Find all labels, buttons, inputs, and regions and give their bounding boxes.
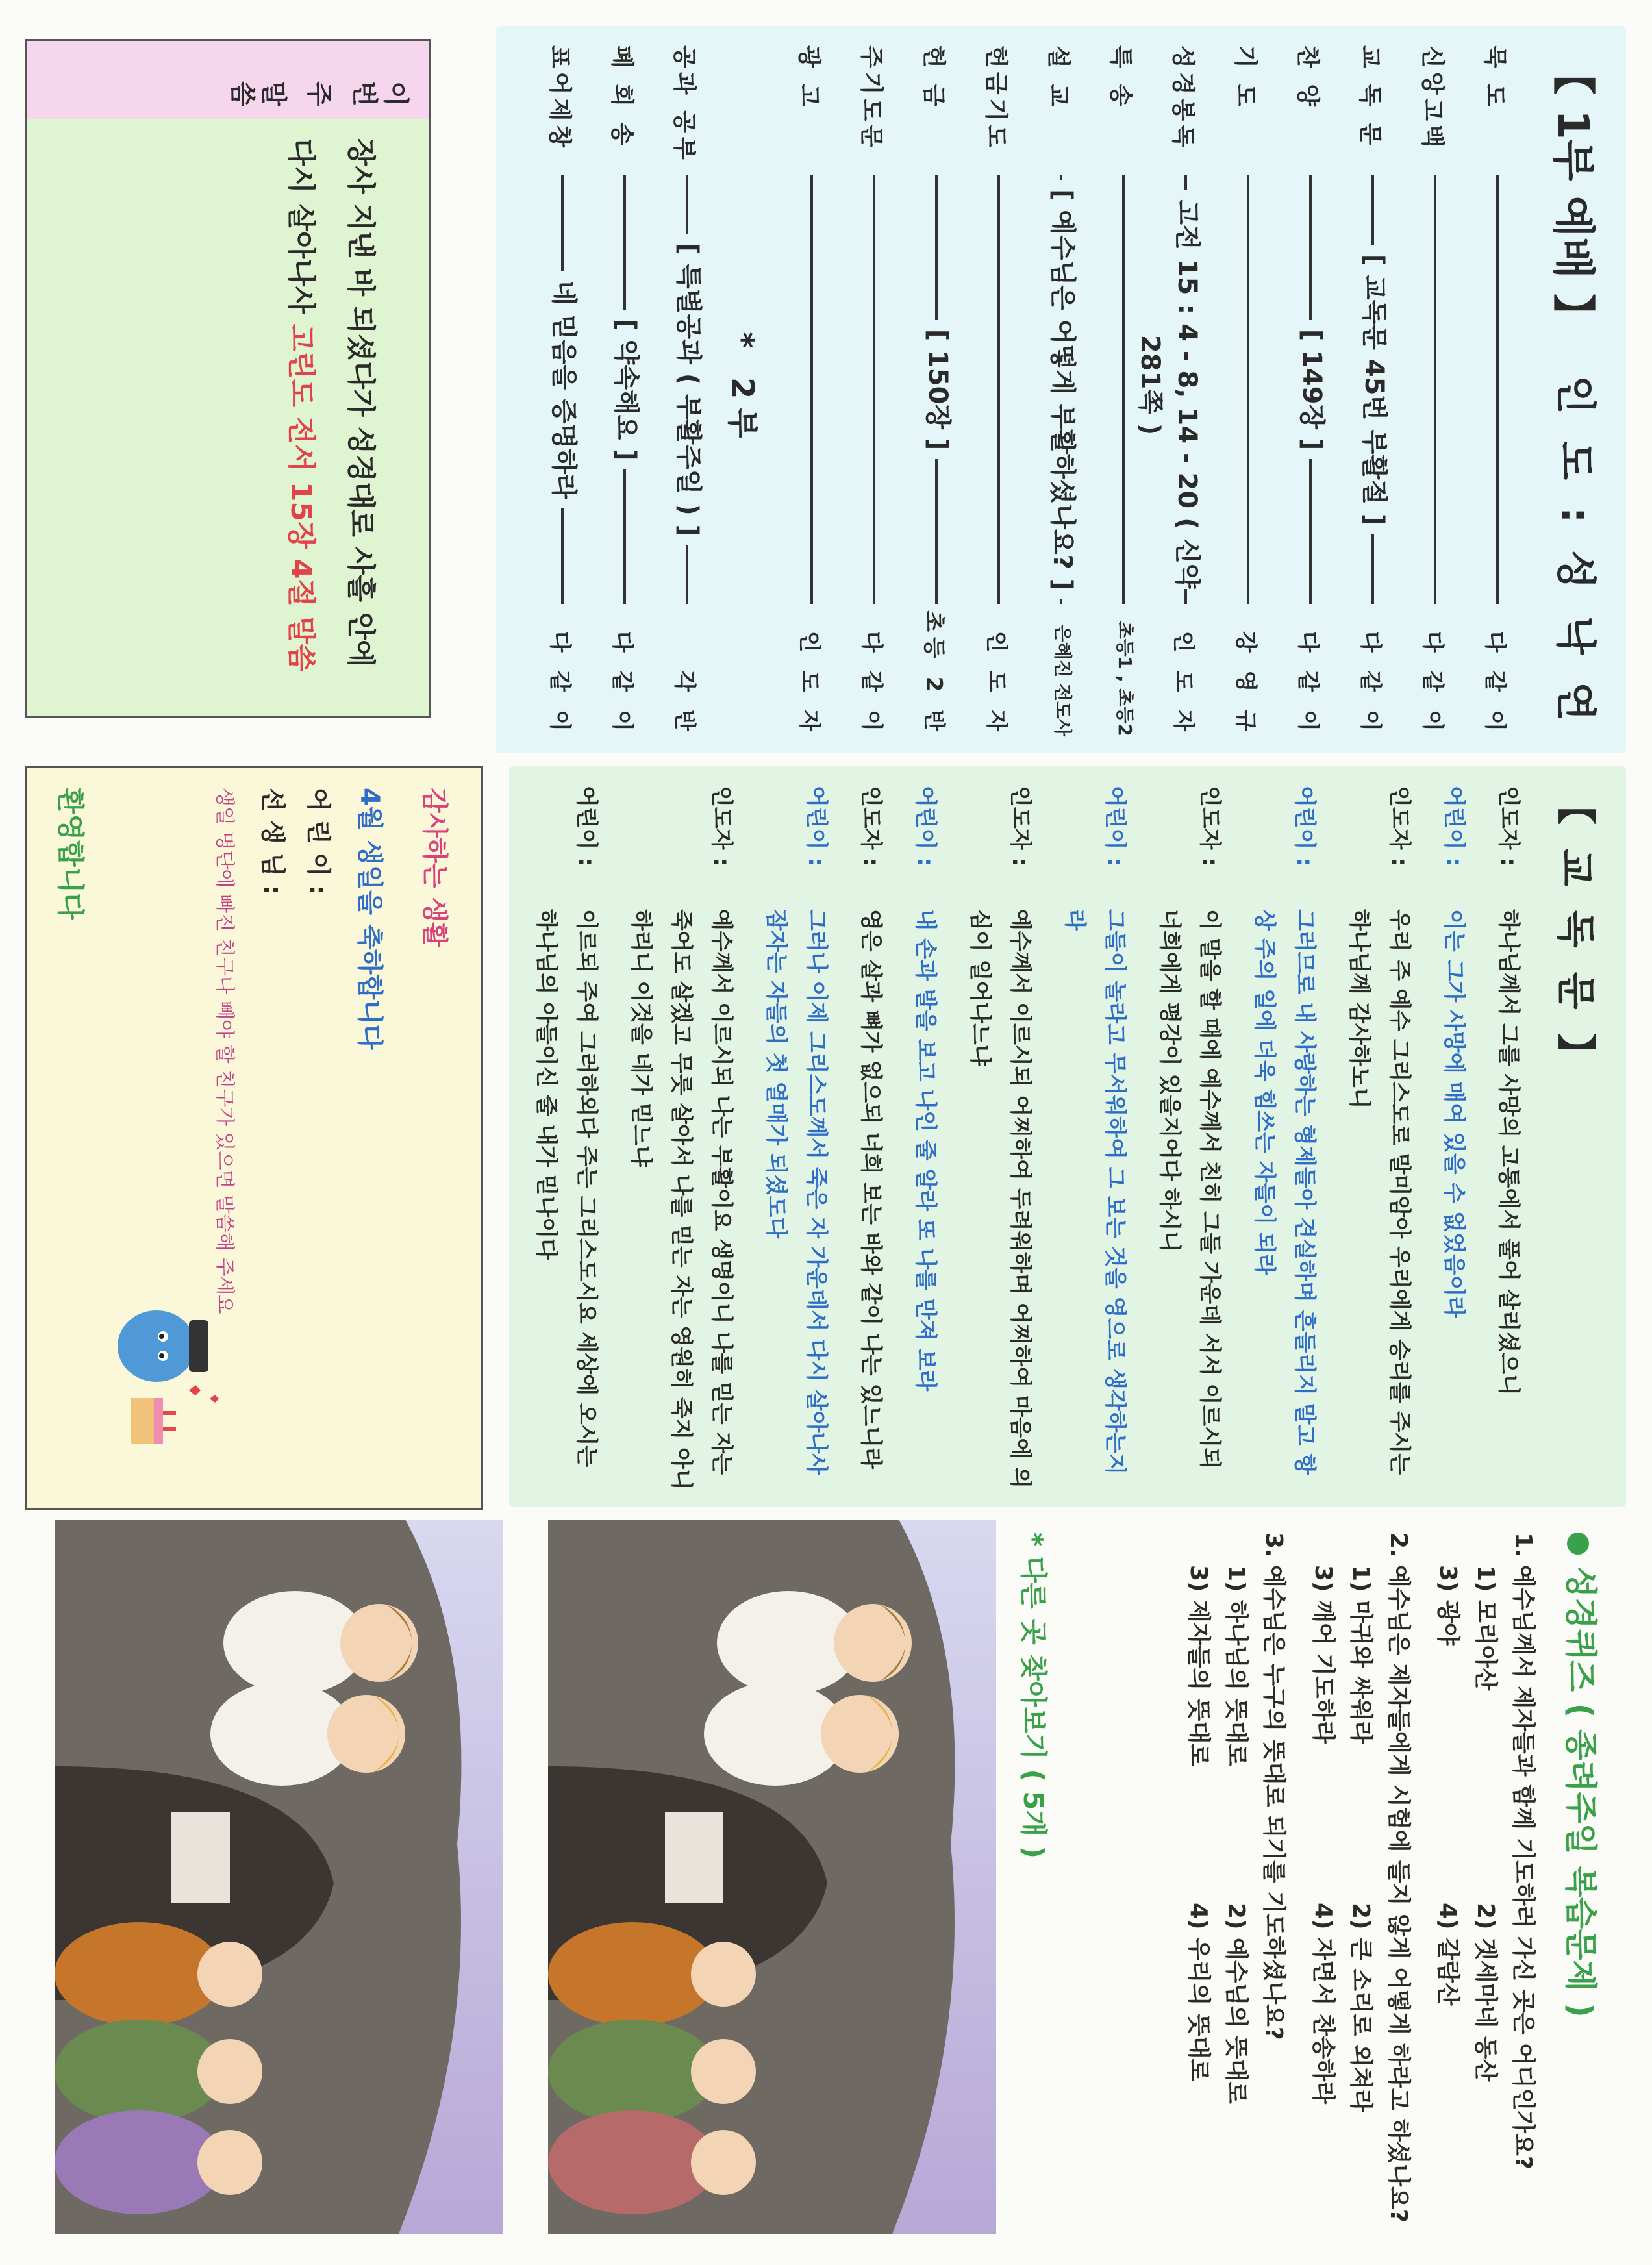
verse-text — [271, 138, 390, 697]
order-label: 헌금기도 — [982, 45, 1009, 152]
order-label: 폐 회 송 — [608, 45, 635, 149]
leader-line — [1496, 175, 1499, 604]
order-person: 각 반 — [671, 670, 697, 736]
liturgy-line — [851, 786, 891, 1494]
liturgy-text: 내 손과 발을 보고 나인 줄 알라 또 나를 만져 보라 — [912, 909, 938, 1392]
liturgy-line — [756, 786, 836, 1494]
spot-difference-picture-1 — [548, 1520, 996, 2234]
birthday-note: 생일 명단에 빠진 친구나 빼야 할 친구가 있으면 말씀해 주세요 — [213, 788, 236, 1314]
liturgy-speaker: 어린이 : — [1102, 786, 1128, 866]
birthday-title: 감사하는 생활 — [419, 788, 449, 947]
birthday-teacher-label: 선 생 님 : — [258, 788, 287, 895]
answer-option[interactable]: 1) 마귀와 싸워라 — [1347, 1565, 1374, 1744]
leader-line — [997, 175, 1000, 604]
part2-heading — [718, 39, 781, 740]
order-row — [1135, 39, 1217, 740]
liturgy-text: 하나님께서 그를 사망의 고통에서 풀어 살리셨으니 — [1496, 909, 1521, 1395]
liturgy-speaker: 인도자 : — [1007, 786, 1033, 866]
liturgy-speaker: 어린이 : — [1292, 786, 1318, 866]
liturgy-speaker: 어린이 : — [1441, 786, 1467, 866]
worship-leader: 인 도 : 성 낙 연 — [1552, 375, 1599, 727]
worship-title: 【 1부 예배 】 — [1548, 52, 1598, 337]
order-title: [ 특별공과 ( 부활주일 ) ] — [673, 234, 703, 545]
order-row — [968, 39, 1030, 740]
answer-option[interactable]: 1) 모리아산 — [1472, 1565, 1499, 1691]
order-label: 신앙고백 — [1419, 45, 1446, 152]
order-row — [781, 39, 843, 740]
question-line — [1504, 1533, 1542, 2240]
verse-line-2 — [271, 138, 331, 697]
answer-option[interactable]: 1) 하나님의 뜻대로 — [1223, 1565, 1249, 1767]
liturgy-text: 그러므로 내 사랑하는 형제들아 견실하며 흔들리지 말고 항상 주의 일에 더욱 힘쓰는 자들이 되라 — [1251, 909, 1318, 1475]
liturgy-speaker: 어린이 : — [573, 786, 599, 866]
liturgy-speaker: 인도자 : — [1386, 786, 1412, 866]
order-label: 공과 공부 — [671, 45, 697, 164]
liturgy-panel — [509, 766, 1626, 1507]
liturgy-line — [621, 786, 742, 1494]
liturgy-speaker: 어린이 : — [803, 786, 829, 866]
answer-option[interactable]: 2) 예수님의 뜻대로 — [1223, 1903, 1249, 2105]
worship-order-panel — [496, 26, 1626, 753]
order-title: [ 149장 ] — [1297, 320, 1327, 460]
order-label: 찬 양 — [1294, 45, 1321, 111]
question-number: 2. — [1385, 1533, 1412, 1558]
verse-line-1: 장사 지낸 바 되셨다가 성경대로 사흘 안에 — [344, 138, 377, 668]
worship-header — [1549, 32, 1621, 747]
quiz-title — [1560, 1533, 1607, 2018]
order-title-wrap — [1046, 175, 1083, 604]
answer-option[interactable]: 4) 갈람산 — [1434, 1903, 1461, 2006]
order-row — [843, 39, 905, 740]
order-title-wrap — [1358, 175, 1395, 604]
liturgy-speaker: 어린이 : — [912, 786, 938, 866]
order-person: 다 같 이 — [1420, 631, 1446, 736]
liturgy-line — [960, 786, 1040, 1494]
spot-difference-picture-2 — [55, 1520, 503, 2234]
quiz-questions — [1168, 1533, 1542, 2240]
question-line — [1379, 1533, 1417, 2240]
question-text: 예수님은 누구의 뜻대로 되기를 기도하셨나요? — [1260, 1565, 1287, 2040]
order-label: 기 도 — [1232, 45, 1258, 111]
answer-option[interactable]: 4) 자면서 찬송하라 — [1310, 1903, 1336, 2105]
women-figures — [548, 1922, 756, 2214]
answer-option[interactable]: 4) 우리의 뜻대로 — [1185, 1903, 1212, 2082]
order-title: 네 믿음을 증명하라 — [549, 271, 579, 508]
leader-line — [1122, 175, 1125, 604]
liturgy-text: 그러나 이제 그리스도께서 죽은 자 가운데서 다시 살아나사 잠자는 자들의 첫 열매가 되셨도다 — [763, 909, 829, 1475]
verse-heading: 이번 주 말씀 — [225, 77, 410, 106]
order-person: 다 같 이 — [1482, 631, 1508, 736]
question-text: 예수님은 제자들에게 시험에 들지 않게 어떻게 하라고 하셨나요? — [1385, 1565, 1412, 2223]
bullet-icon — [1568, 1533, 1590, 1555]
order-label: 설 교 — [1045, 45, 1071, 111]
liturgy-lines — [512, 786, 1529, 1494]
liturgy-text: 이르되 주여 그러하외다 주는 그리스도시요 세상에 오시는 하나님의 아들이신 줄 내가 믿나이다 — [533, 909, 599, 1468]
order-title-wrap — [547, 175, 584, 604]
question-line — [1255, 1533, 1292, 2240]
answer-option[interactable]: 3) 광야 — [1434, 1565, 1461, 1646]
leader-line — [1247, 175, 1249, 604]
liturgy-line — [1149, 786, 1230, 1494]
order-title: [ 교독문 45번 부활절 ] — [1359, 245, 1389, 534]
order-person: 인 도 자 — [1170, 631, 1196, 736]
order-label: 표어제창 — [546, 45, 573, 152]
order-title: 고전 15 : 4 - 8, 14 - 20 ( 신약 281쪽 ) — [1135, 190, 1202, 588]
order-label: 묵 도 — [1481, 45, 1508, 111]
order-row — [1092, 39, 1155, 740]
liturgy-speaker: 인도자 : — [1496, 786, 1521, 866]
part2-label: * 2부 — [724, 332, 760, 447]
order-title-wrap — [672, 175, 709, 604]
liturgy-text: 예수께서 이르시되 나는 부활이요 생명이니 나를 믿는 자는 죽어도 살겠고 무릇 살아서 나를 믿는 자는 영원히 죽지 아니하리니 이것을 네가 믿느냐 — [628, 909, 734, 1490]
order-title: [ 예수님은 어떻게 부활하셨나요? ] — [1047, 180, 1077, 599]
liturgy-line — [1339, 786, 1420, 1494]
welcome-text: 환영합니다 — [55, 788, 86, 920]
order-row — [1217, 39, 1279, 740]
order-row — [1279, 39, 1342, 740]
women-figures — [55, 1922, 262, 2214]
bible-quiz-panel — [977, 1520, 1626, 2247]
order-label: 헌 금 — [920, 45, 947, 111]
order-title: [ 약속해요 ] — [611, 310, 641, 470]
order-label: 성경봉독 — [1170, 45, 1196, 152]
quiz-title-text: 성경퀴즈 ( 종려주일 복습문제 ) — [1562, 1566, 1599, 2018]
quiz-question — [1429, 1533, 1542, 2240]
liturgy-text: 이 말을 할 때에 예수께서 친히 그들 가운데 서서 이르시되 너희에게 평강이 있을지어다 하시니 — [1157, 909, 1223, 1469]
order-person: 인 도 자 — [796, 631, 822, 736]
liturgy-line — [905, 786, 945, 1494]
liturgy-speaker: 인도자 : — [858, 786, 884, 866]
liturgy-line — [1434, 786, 1474, 1494]
order-row — [594, 39, 656, 740]
order-label: 교 독 문 — [1357, 45, 1383, 149]
order-label: 특 송 — [1107, 45, 1134, 111]
order-row — [1342, 39, 1404, 740]
answer-option[interactable]: 2) 겟세마네 동산 — [1472, 1903, 1499, 2082]
order-row — [1030, 39, 1092, 740]
verse-line-2-text: 다시 살아나사 — [284, 138, 318, 324]
order-person: 다 같 이 — [609, 631, 635, 736]
answer-option[interactable]: 3) 제자들의 뜻대로 — [1185, 1565, 1212, 1767]
order-person: 강 영 규 — [1233, 631, 1258, 736]
order-person: 다 같 이 — [1357, 631, 1383, 736]
order-list — [531, 39, 1529, 740]
order-person: 다 같 이 — [1295, 631, 1321, 736]
order-title-wrap — [610, 175, 647, 604]
order-title-wrap — [1295, 175, 1333, 604]
birthday-congrats: 4월 생일을 축하합니다 — [355, 788, 384, 1050]
liturgy-line — [1244, 786, 1325, 1494]
liturgy-speaker: 인도자 : — [1197, 786, 1223, 866]
order-row — [656, 39, 718, 740]
order-title: [ 150장 ] — [923, 320, 953, 460]
birthday-kids-label: 어 린 이 : — [304, 788, 332, 895]
leader-line — [873, 175, 875, 604]
liturgy-line — [1055, 786, 1135, 1494]
question-options — [1429, 1533, 1504, 2240]
verse-heading-band — [27, 41, 429, 119]
liturgy-line — [526, 786, 607, 1494]
order-person: 초등 2 반 — [921, 610, 947, 736]
order-label: 주기도문 — [858, 45, 884, 152]
quiz-question — [1179, 1533, 1292, 2240]
question-number: 1. — [1510, 1533, 1536, 1558]
leader-line — [1434, 175, 1436, 604]
order-row — [905, 39, 968, 740]
spot-difference-title: * 다른 곳 찾아보기 ( 5개 ) — [1018, 1533, 1049, 1858]
question-number: 3. — [1260, 1533, 1287, 1558]
order-person: 초등1 , 초등2 — [1114, 621, 1136, 736]
answer-option[interactable]: 3) 깨어 기도하라 — [1310, 1565, 1336, 1744]
liturgy-line — [1488, 786, 1529, 1494]
quiz-question — [1304, 1533, 1417, 2240]
liturgy-text: 예수께서 이르시되 어찌하여 두려워하며 어찌하여 마음에 의심이 일어나느냐 — [967, 909, 1033, 1489]
liturgy-text: 우리 주 예수 그리스도로 말미암아 우리에게 승리를 주시는 하나님께 감사하노니 — [1346, 909, 1412, 1475]
liturgy-speaker: 인도자 : — [708, 786, 734, 866]
order-row — [1404, 39, 1466, 740]
weekly-verse-box — [25, 39, 431, 718]
verse-reference: 고린도 전서 15장 4절 말씀 — [284, 323, 318, 672]
liturgy-text: 이는 그가 사망에 매여 있을 수 없었음이라 — [1441, 909, 1467, 1318]
liturgy-text: 그들이 놀라고 무서워하여 그 보는 것을 영으로 생각하는지라 — [1062, 909, 1128, 1475]
order-person: 인 도 자 — [983, 631, 1009, 736]
question-options — [1304, 1533, 1379, 2240]
birthday-cake-illustration — [105, 1301, 234, 1470]
question-text: 예수님께서 제자들과 함께 기도하러 가신 곳은 어디인가요? — [1510, 1565, 1536, 2170]
liturgy-title: 【 교 독 문 】 — [1553, 786, 1598, 1078]
order-row — [1466, 39, 1529, 740]
order-row — [531, 39, 594, 740]
order-person: 다 같 이 — [547, 631, 573, 736]
liturgy-text: 영은 살과 뼈가 없으되 너희 보는 바와 같이 나는 있느니라 — [858, 909, 884, 1469]
question-options — [1179, 1533, 1255, 2240]
order-label: 광 고 — [795, 45, 822, 111]
order-person: 은혜진 전도사 — [1052, 624, 1073, 736]
answer-option[interactable]: 2) 큰 소리로 외쳐라 — [1347, 1903, 1374, 2112]
order-person: 다 같 이 — [858, 631, 884, 736]
order-title-wrap — [921, 175, 958, 604]
leader-line — [810, 175, 813, 604]
birthday-box — [25, 766, 483, 1510]
